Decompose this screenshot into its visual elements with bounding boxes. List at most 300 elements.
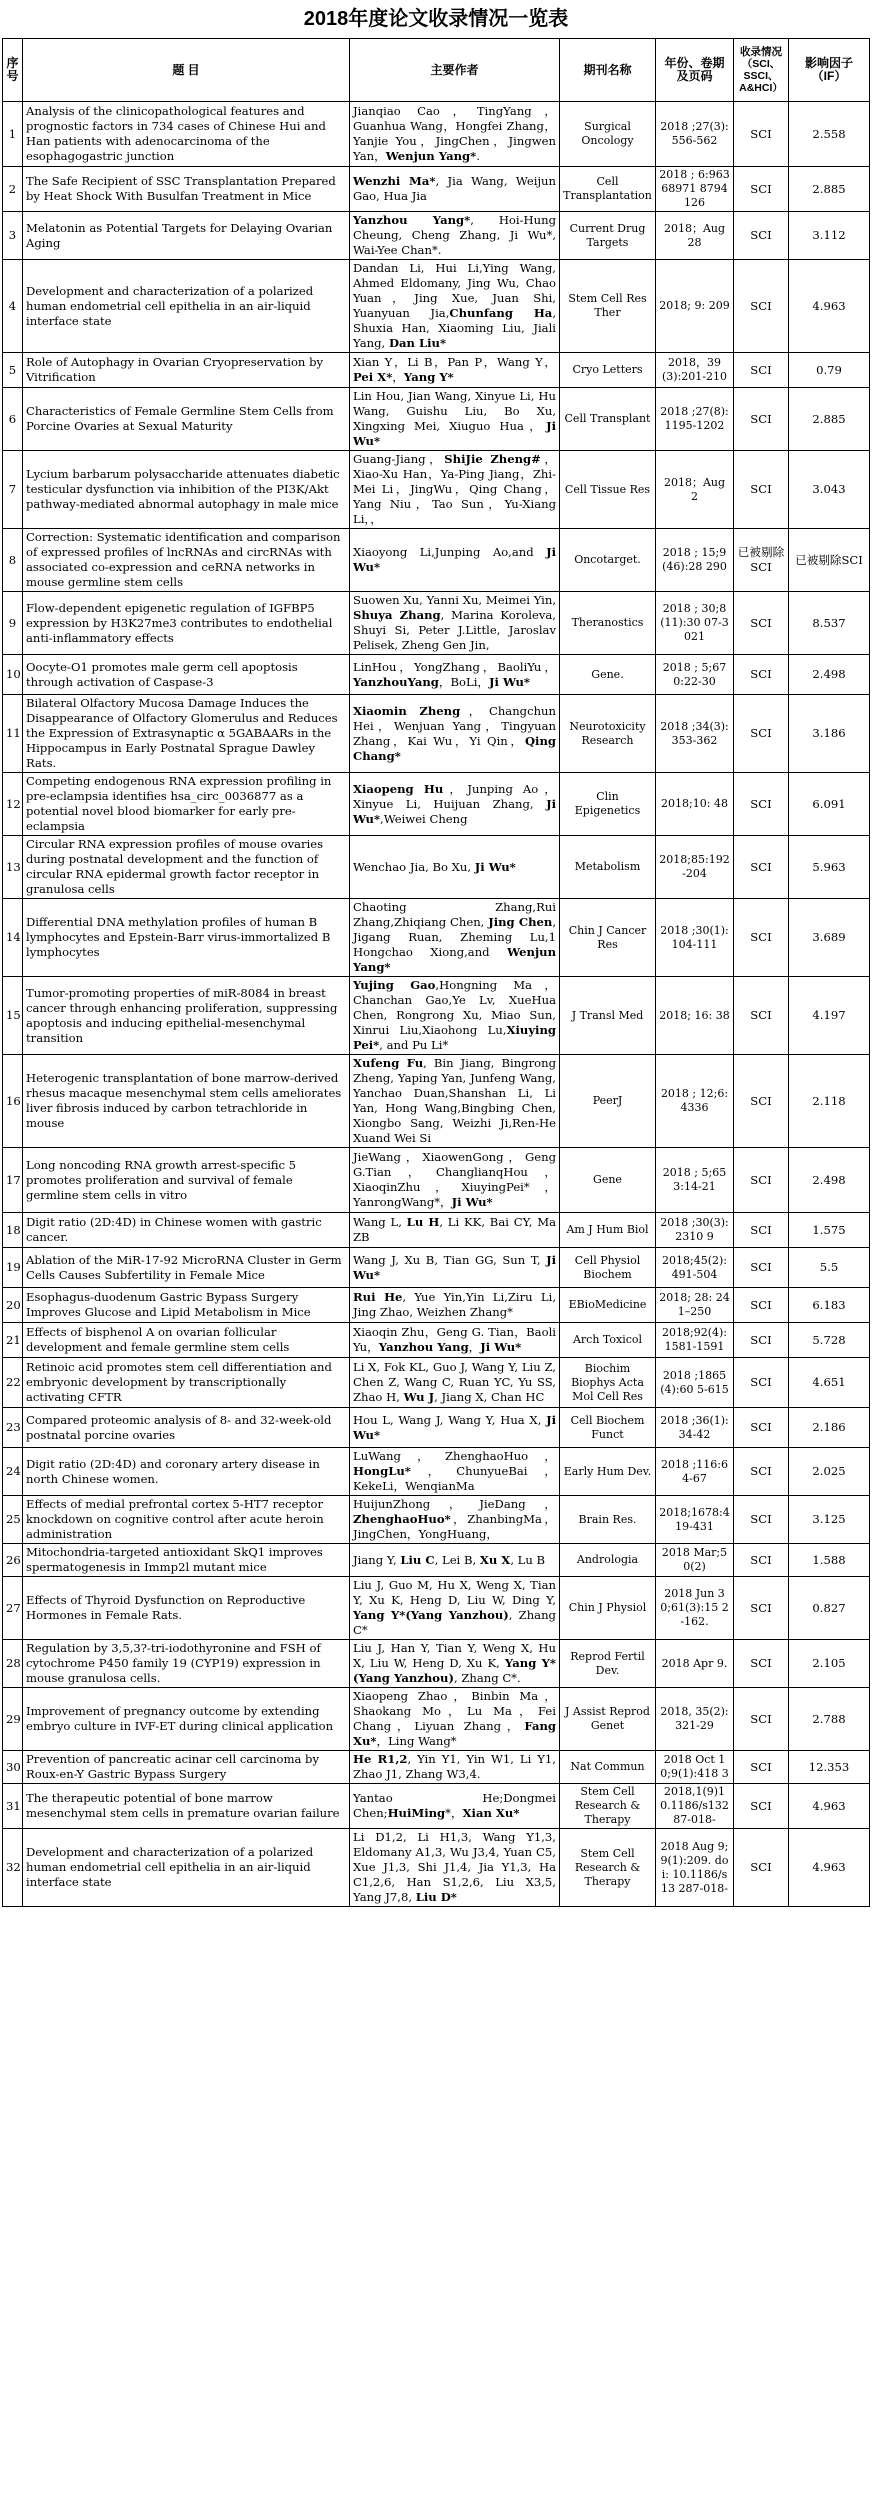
- table-row: [3, 388, 870, 451]
- cell-year: 2018 Mar;50(2): [656, 1544, 734, 1577]
- cell-no: 32: [3, 1829, 23, 1907]
- author-text: ，ZhanbingMa，JingChen，YongHuang，: [353, 1512, 556, 1541]
- cell-year: 2018 ;27(8):1195-1202: [656, 388, 734, 451]
- cell-year: 2018;92(4): 1581-1591: [656, 1323, 734, 1358]
- author-text: Xian Y，Li B，Pan P，Wang Y，: [353, 355, 556, 369]
- author-highlight: Liu D*: [415, 1890, 457, 1904]
- cell-year: 2018; 16: 38: [656, 977, 734, 1055]
- cell-authors: [350, 1055, 560, 1148]
- cell-journal: Andrologia: [560, 1544, 656, 1577]
- cell-if: 2.186: [789, 1408, 870, 1448]
- cell-if: 1.588: [789, 1544, 870, 1577]
- cell-index: SCI: [734, 260, 789, 353]
- table-body: [3, 102, 870, 1907]
- cell-journal: Arch Toxicol: [560, 1323, 656, 1358]
- cell-journal: Chin J Physiol: [560, 1577, 656, 1640]
- cell-no: 21: [3, 1323, 23, 1358]
- cell-if: 0.79: [789, 353, 870, 388]
- table-row: [3, 353, 870, 388]
- cell-year: 2018,1(9)1 0.1186/s132 87-018-: [656, 1784, 734, 1829]
- table-row: [3, 167, 870, 212]
- cell-year: 2018 ; 5;653:14-21: [656, 1148, 734, 1213]
- author-text: ,Weiwei Cheng: [380, 811, 468, 826]
- cell-title: Heterogenic transplantation of bone marrow-derived rhesus macaque mesenchymal stem cells ameliorates liver fibrosis induced by carbon tetrachloride in mouse: [23, 1055, 350, 1148]
- cell-year: 2018, 35(2):321-29: [656, 1688, 734, 1751]
- cell-authors: [350, 977, 560, 1055]
- cell-index: SCI: [734, 1784, 789, 1829]
- author-text: ，BoLi，: [438, 674, 490, 689]
- cell-journal: Stem Cell Res Ther: [560, 260, 656, 353]
- author-text: HuijunZhong，JieDang，: [353, 1497, 556, 1511]
- cell-title: Prevention of pancreatic acinar cell carcinoma by Roux-en-Y Gastric Bypass Surgery: [23, 1751, 350, 1784]
- author-highlight: Xiaopeng Hu: [353, 781, 444, 796]
- cell-index: 已被剔除SCI: [734, 529, 789, 592]
- author-text: *，: [445, 1806, 463, 1820]
- author-highlight: Wu J: [403, 1390, 435, 1404]
- header-title: 题 目: [23, 39, 350, 102]
- author-text: , Hoi-Hung Cheung, Cheng Zhang, Ji Wu*, Wai-Yee Chan*.: [353, 213, 556, 257]
- cell-if: 已被剔除SCI: [789, 529, 870, 592]
- cell-title: Regulation by 3,5,3?-tri-iodothyronine and FSH of cytochrome P450 family 19 (CYP19) expression in mouse granulosa cells.: [23, 1640, 350, 1688]
- cell-no: 5: [3, 353, 23, 388]
- author-highlight: YanzhouYang: [353, 674, 439, 689]
- cell-journal: Cell Biochem Funct: [560, 1408, 656, 1448]
- cell-no: 15: [3, 977, 23, 1055]
- cell-title: Bilateral Olfactory Mucosa Damage Induces the Disappearance of Olfactory Glomerulus and Reduces the Expression of Extrasynaptic α 5GABAARs in the Hippocampus in Early Postnatal Sprague Dawley Rats.: [23, 695, 350, 773]
- cell-authors: [350, 388, 560, 451]
- cell-title: Effects of medial prefrontal cortex 5-HT7 receptor knockdown on cognitive control after acute heroin administration: [23, 1496, 350, 1544]
- cell-title: Characteristics of Female Germline Stem Cells from Porcine Ovaries at Sexual Maturity: [23, 388, 350, 451]
- author-highlight: Xu X: [479, 1552, 511, 1567]
- author-text: Li D1,2, Li H1,3, Wang Y1,3, Eldomany A1,3, Wu J3,4, Yuan C5, Xue J1,3, Shi J1,4, Jia Y1,3, Ha C1,2,6, Han S1,2,6, Liu X3,5, Yang J7,8,: [353, 1830, 556, 1904]
- cell-if: 6.183: [789, 1288, 870, 1323]
- cell-title: Ablation of the MiR-17-92 MicroRNA Cluster in Germ Cells Causes Subfertility in Female Mice: [23, 1248, 350, 1288]
- author-highlight: Yang Y*(Yang Yanzhou): [353, 1608, 509, 1622]
- cell-title: Analysis of the clinicopathological features and prognostic factors in 734 cases of Chinese Hui and Han patients with adenocarcinoma of the esophagogastric junction: [23, 102, 350, 167]
- author-highlight: Qing Chang*: [353, 733, 556, 763]
- author-highlight: Xufeng Fu: [353, 1056, 424, 1070]
- author-highlight: ZhenghaoHuo*: [353, 1512, 451, 1526]
- author-highlight: Chunfang Ha: [449, 306, 553, 320]
- cell-authors: [350, 655, 560, 695]
- table-row: [3, 1784, 870, 1829]
- author-text: ，Junping Ao，Xinyue Li, Huijuan Zhang,: [353, 781, 557, 811]
- author-text: , and Pu Li*: [379, 1038, 449, 1052]
- cell-index: SCI: [734, 1577, 789, 1640]
- author-highlight: Wenzhi Ma*: [353, 174, 436, 188]
- papers-table: [2, 38, 870, 1907]
- author-highlight: Pei X*: [353, 370, 393, 384]
- cell-journal: Cell Transplant: [560, 388, 656, 451]
- author-text: Xiaopeng Zhao，Binbin Ma，Shaokang Mo，Lu Ma，Fei Chang，Liyuan Zhang，: [353, 1689, 556, 1733]
- author-text: , Shuxia Han, Xiaoming Liu, Jiali Yang,: [353, 306, 556, 350]
- cell-no: 24: [3, 1448, 23, 1496]
- table-row: [3, 836, 870, 899]
- cell-authors: [350, 1323, 560, 1358]
- table-row: [3, 1829, 870, 1907]
- cell-if: 4.963: [789, 260, 870, 353]
- cell-no: 10: [3, 655, 23, 695]
- author-text: ，: [468, 1340, 481, 1354]
- cell-authors: [350, 529, 560, 592]
- cell-title: Effects of bisphenol A on ovarian follicular development and female germline stem cells: [23, 1323, 350, 1358]
- author-text: Liu J, Guo M, Hu X, Weng X, Tian Y, Xu K, Heng D, Liu W, Ding Y,: [353, 1578, 556, 1607]
- table-row: [3, 1408, 870, 1448]
- cell-year: 2018; 28: 241–250: [656, 1288, 734, 1323]
- cell-index: SCI: [734, 388, 789, 451]
- cell-if: 0.827: [789, 1577, 870, 1640]
- cell-journal: Oncotarget.: [560, 529, 656, 592]
- cell-index: SCI: [734, 977, 789, 1055]
- cell-journal: Cell Physiol Biochem: [560, 1248, 656, 1288]
- cell-journal: Reprod Fertil Dev.: [560, 1640, 656, 1688]
- cell-authors: [350, 1148, 560, 1213]
- author-highlight: He R1,2: [353, 1752, 408, 1766]
- table-row: [3, 1688, 870, 1751]
- cell-journal: Neurotoxicity Research: [560, 695, 656, 773]
- author-highlight: Xian Xu*: [462, 1806, 520, 1820]
- cell-authors: [350, 1577, 560, 1640]
- header-year: 年份、卷期及页码: [656, 39, 734, 102]
- cell-journal: Nat Commun: [560, 1751, 656, 1784]
- author-highlight: Ji Wu*: [474, 859, 516, 874]
- cell-year: 2018 ;36(1):34-42: [656, 1408, 734, 1448]
- cell-year: 2018 ; 5;670:22-30: [656, 655, 734, 695]
- table-row: [3, 1213, 870, 1248]
- cell-year: 2018 ;34(3):353-362: [656, 695, 734, 773]
- cell-authors: [350, 695, 560, 773]
- author-highlight: HongLu*: [353, 1464, 411, 1478]
- table-row: [3, 1148, 870, 1213]
- cell-year: 2018 ;30(3):2310 9: [656, 1213, 734, 1248]
- author-highlight: ShiJie Zheng#: [444, 452, 541, 466]
- cell-title: Mitochondria-targeted antioxidant SkQ1 improves spermatogenesis in Immp2l mutant mice: [23, 1544, 350, 1577]
- table-row: [3, 1248, 870, 1288]
- cell-index: SCI: [734, 1496, 789, 1544]
- cell-no: 8: [3, 529, 23, 592]
- author-highlight: Ji Wu*: [353, 1412, 556, 1442]
- author-highlight: Wenjun Yang*: [353, 945, 556, 974]
- table-row: [3, 102, 870, 167]
- cell-title: Retinoic acid promotes stem cell differentiation and embryonic development by transcriptionally activating CFTR: [23, 1358, 350, 1408]
- author-text: , Bin Jiang, Bingrong Zheng, Yaping Yan, Junfeng Wang, Yanchao Duan,Shanshan Li, Li Yan, Hong Wang,Bingbing Chen, Xiongbo Sang, Weizhi Ji,Ren-He Xuand Wei Si: [353, 1056, 556, 1145]
- cell-journal: Stem Cell Research & Therapy: [560, 1784, 656, 1829]
- cell-index: SCI: [734, 102, 789, 167]
- cell-authors: [350, 1784, 560, 1829]
- table-row: [3, 1323, 870, 1358]
- cell-if: 3.112: [789, 212, 870, 260]
- author-text: Wang L,: [353, 1215, 407, 1229]
- cell-year: 2018 ;116:64-67: [656, 1448, 734, 1496]
- cell-title: Role of Autophagy in Ovarian Cryopreservation by Vitrification: [23, 353, 350, 388]
- author-text: , Li KK, Bai CY, Ma ZB: [353, 1215, 556, 1244]
- table-row: [3, 212, 870, 260]
- cell-authors: [350, 1829, 560, 1907]
- cell-title: Tumor-promoting properties of miR-8084 in breast cancer through enhancing proliferation, suppressing apoptosis and inducing epithelial-mesenchymal transition: [23, 977, 350, 1055]
- cell-no: 25: [3, 1496, 23, 1544]
- cell-journal: Am J Hum Biol: [560, 1213, 656, 1248]
- cell-if: 3.689: [789, 899, 870, 977]
- cell-no: 22: [3, 1358, 23, 1408]
- cell-no: 31: [3, 1784, 23, 1829]
- author-text: Suowen Xu, Yanni Xu, Meimei Yin,: [353, 593, 556, 607]
- cell-no: 14: [3, 899, 23, 977]
- cell-if: 3.125: [789, 1496, 870, 1544]
- cell-title: The therapeutic potential of bone marrow mesenchymal stem cells in premature ovarian failure: [23, 1784, 350, 1829]
- author-text: , Jia Wang, Weijun Gao, Hua Jia: [353, 174, 556, 203]
- cell-no: 16: [3, 1055, 23, 1148]
- cell-index: SCI: [734, 167, 789, 212]
- cell-authors: [350, 1358, 560, 1408]
- cell-year: 2018;85:192 -204: [656, 836, 734, 899]
- cell-if: 2.885: [789, 167, 870, 212]
- author-text: Dandan Li, Hui Li,Ying Wang, Ahmed Eldomany, Jing Wu, Chao Yuan，Jing Xue, Juan Shi, Yuanyuan Jia,: [353, 261, 556, 320]
- author-highlight: HuiMing: [387, 1806, 446, 1820]
- author-text: Wenchao Jia, Bo Xu,: [353, 859, 475, 874]
- author-text: , Lu B: [510, 1552, 546, 1567]
- cell-no: 23: [3, 1408, 23, 1448]
- author-text: LinHou，YongZhang，BaoliYu，: [353, 659, 556, 674]
- cell-authors: [350, 451, 560, 529]
- cell-year: 2018 ; 6:96368971 8794126: [656, 167, 734, 212]
- table-row: [3, 977, 870, 1055]
- cell-journal: Cell Tissue Res: [560, 451, 656, 529]
- cell-title: Long noncoding RNA growth arrest-specific 5 promotes proliferation and survival of female germline stem cells in vitro: [23, 1148, 350, 1213]
- cell-authors: [350, 1496, 560, 1544]
- author-highlight: Yang Y*(Yang Yanzhou): [353, 1656, 556, 1685]
- cell-index: SCI: [734, 695, 789, 773]
- cell-index: SCI: [734, 1408, 789, 1448]
- cell-journal: Metabolism: [560, 836, 656, 899]
- cell-no: 26: [3, 1544, 23, 1577]
- cell-authors: [350, 1544, 560, 1577]
- cell-index: SCI: [734, 1688, 789, 1751]
- cell-authors: [350, 1248, 560, 1288]
- author-highlight: Xiaomin Zheng: [353, 703, 461, 718]
- cell-if: 3.043: [789, 451, 870, 529]
- cell-if: 5.728: [789, 1323, 870, 1358]
- cell-title: Digit ratio (2D:4D) in Chinese women with gastric cancer.: [23, 1213, 350, 1248]
- author-text: ,Hongning Ma，Chanchan Gao,Ye Lv, XueHua Chen, Rongrong Xu, Miao Sun, Xinrui Liu,Xiaohong Lu,: [353, 978, 557, 1037]
- header-journal: 期刊名称: [560, 39, 656, 102]
- cell-no: 4: [3, 260, 23, 353]
- cell-no: 29: [3, 1688, 23, 1751]
- cell-journal: Cryo Letters: [560, 353, 656, 388]
- cell-title: Esophagus-duodenum Gastric Bypass Surgery Improves Glucose and Lipid Metabolism in Mice: [23, 1288, 350, 1323]
- author-text: Hou L, Wang J, Wang Y, Hua X,: [353, 1412, 547, 1427]
- author-highlight: Xiuying Pei*: [353, 1023, 556, 1052]
- cell-title: Circular RNA expression profiles of mouse ovaries during postnatal development and the function of circular RNA epidermal growth factor receptor in granulosa cells: [23, 836, 350, 899]
- author-text: Lin Hou, Jian Wang, Xinyue Li, Hu Wang, Guishu Liu, Bo Xu, Xingxing Mei, Xiuguo Hua，: [353, 389, 556, 433]
- cell-index: SCI: [734, 1829, 789, 1907]
- cell-no: 12: [3, 773, 23, 836]
- cell-no: 11: [3, 695, 23, 773]
- cell-index: SCI: [734, 1544, 789, 1577]
- cell-title: Development and characterization of a polarized human endometrial cell epithelia in an air-liquid interface state: [23, 1829, 350, 1907]
- cell-title: Improvement of pregnancy outcome by extending embryo culture in IVF-ET during clinical application: [23, 1688, 350, 1751]
- cell-year: 2018;1678:4 19-431: [656, 1496, 734, 1544]
- cell-no: 3: [3, 212, 23, 260]
- author-text: , Yin Y1, Yin W1, Li Y1, Zhao J1, Zhang W3,4.: [353, 1752, 556, 1781]
- cell-title: Differential DNA methylation profiles of human B lymphocytes and Epstein-Barr virus-immortalized B lymphocytes: [23, 899, 350, 977]
- author-highlight: Ji Wu*: [353, 796, 556, 826]
- header-row: [3, 39, 870, 102]
- author-text: JieWang，XiaowenGong，Geng G.Tian，ChanglianqHou，XiaoqinZhu，XiuyingPei*，YanrongWang*，: [353, 1150, 556, 1209]
- author-text: Xiaoyong Li,Junping Ao,and: [353, 545, 547, 559]
- cell-year: 2018 Aug 9;9(1):209. doi: 10.1186/s13 287-018-: [656, 1829, 734, 1907]
- author-text: Wang J, Xu B, Tian GG, Sun T,: [353, 1252, 547, 1267]
- cell-authors: [350, 836, 560, 899]
- cell-year: 2018 Oct 10;9(1):418 3: [656, 1751, 734, 1784]
- cell-journal: Clin Epigenetics: [560, 773, 656, 836]
- cell-index: SCI: [734, 1323, 789, 1358]
- author-text: Chaoting Zhang,Rui Zhang,Zhiqiang Chen,: [353, 900, 556, 929]
- author-highlight: Ji Wu*: [353, 419, 556, 448]
- author-highlight: Yanzhou Yang*: [353, 213, 471, 227]
- cell-authors: [350, 1408, 560, 1448]
- cell-year: 2018；Aug 28: [656, 212, 734, 260]
- cell-journal: Gene.: [560, 655, 656, 695]
- cell-no: 28: [3, 1640, 23, 1688]
- cell-journal: Cell Transplantation: [560, 167, 656, 212]
- author-highlight: Fang Xu*: [353, 1719, 556, 1748]
- cell-title: Compared proteomic analysis of 8- and 32-week-old postnatal porcine ovaries: [23, 1408, 350, 1448]
- table-row: [3, 1577, 870, 1640]
- table-row: [3, 1496, 870, 1544]
- cell-year: 2018;10: 48: [656, 773, 734, 836]
- cell-year: 2018，39(3):201-210: [656, 353, 734, 388]
- author-highlight: Dan Liu*: [388, 336, 447, 350]
- cell-journal: Theranostics: [560, 592, 656, 655]
- cell-no: 6: [3, 388, 23, 451]
- cell-year: 2018;45(2): 491-504: [656, 1248, 734, 1288]
- cell-if: 4.651: [789, 1358, 870, 1408]
- author-highlight: Liu C: [400, 1552, 435, 1567]
- cell-index: SCI: [734, 592, 789, 655]
- cell-index: SCI: [734, 655, 789, 695]
- author-text: LuWang，ZhenghaoHuo，: [353, 1449, 556, 1463]
- cell-year: 2018 Apr 9.: [656, 1640, 734, 1688]
- author-text: Jiang Y,: [353, 1552, 401, 1567]
- table-row: [3, 1448, 870, 1496]
- author-text: ，Ling Wang*: [376, 1734, 457, 1748]
- cell-journal: Surgical Oncology: [560, 102, 656, 167]
- cell-authors: [350, 212, 560, 260]
- cell-journal: EBioMedicine: [560, 1288, 656, 1323]
- cell-title: Flow-dependent epigenetic regulation of IGFBP5 expression by H3K27me3 contributes to endothelial anti-inflammatory effects: [23, 592, 350, 655]
- cell-title: Lycium barbarum polysaccharide attenuates diabetic testicular dysfunction via inhibition of the PI3K/Akt pathway-mediated abnormal autophagy in male mice: [23, 451, 350, 529]
- cell-title: Melatonin as Potential Targets for Delaying Ovarian Aging: [23, 212, 350, 260]
- cell-authors: [350, 1640, 560, 1688]
- cell-if: 2.118: [789, 1055, 870, 1148]
- author-text: , Zhang C*: [353, 1608, 556, 1637]
- cell-journal: Stem Cell Research & Therapy: [560, 1829, 656, 1907]
- page-title: 2018年度论文收录情况一览表: [303, 8, 569, 30]
- cell-index: SCI: [734, 1640, 789, 1688]
- cell-index: SCI: [734, 1358, 789, 1408]
- author-highlight: Wenjun Yang*: [385, 149, 477, 163]
- cell-authors: [350, 899, 560, 977]
- author-highlight: Yang Y*: [403, 370, 454, 384]
- cell-index: SCI: [734, 1055, 789, 1148]
- author-text: .: [476, 149, 480, 163]
- table-row: [3, 1544, 870, 1577]
- cell-journal: Early Hum Dev.: [560, 1448, 656, 1496]
- cell-year: 2018 ; 15;9(46):28 290: [656, 529, 734, 592]
- cell-index: SCI: [734, 773, 789, 836]
- table-row: [3, 1358, 870, 1408]
- cell-if: 8.537: [789, 592, 870, 655]
- cell-year: 2018；Aug 2: [656, 451, 734, 529]
- cell-authors: [350, 1288, 560, 1323]
- cell-no: 27: [3, 1577, 23, 1640]
- table-row: [3, 1751, 870, 1784]
- cell-authors: [350, 1448, 560, 1496]
- author-highlight: Yujing Gao: [353, 978, 436, 992]
- cell-year: 2018 ; 12;6:4336: [656, 1055, 734, 1148]
- author-text: Xiaoqin Zhu，Geng G. Tian，Baoli Yu，: [353, 1325, 556, 1354]
- author-text: , Jigang Ruan, Zheming Lu,1 Hongchao Xiong,and: [353, 915, 556, 959]
- cell-no: 20: [3, 1288, 23, 1323]
- cell-if: 4.197: [789, 977, 870, 1055]
- author-text: , Jiang X, Chan HC: [434, 1390, 545, 1404]
- author-text: Guang-Jiang，: [353, 452, 445, 466]
- author-text: , Lei B,: [434, 1552, 480, 1567]
- cell-index: SCI: [734, 212, 789, 260]
- cell-authors: [350, 1688, 560, 1751]
- author-highlight: Ji Wu*: [480, 1340, 522, 1354]
- cell-year: 2018 ;1865(4):60 5-615: [656, 1358, 734, 1408]
- cell-year: 2018 ;30(1):104-111: [656, 899, 734, 977]
- cell-title: Correction: Systematic identification and comparison of expressed profiles of lncRNAs and circRNAs with associated co-expression and ceRNA networks in mouse germline stem cells: [23, 529, 350, 592]
- author-highlight: Ji Wu*: [353, 1252, 556, 1282]
- cell-title: The Safe Recipient of SSC Transplantation Prepared by Heat Shock With Busulfan Treatment in Mice: [23, 167, 350, 212]
- author-text: , Yue Yin,Yin Li,Ziru Li, Jing Zhao, Weizhen Zhang*: [353, 1290, 557, 1319]
- cell-index: SCI: [734, 1213, 789, 1248]
- author-highlight: Ji Wu*: [489, 674, 530, 689]
- cell-if: 2.558: [789, 102, 870, 167]
- author-highlight: Jing Chen: [488, 915, 553, 929]
- table-row: [3, 260, 870, 353]
- author-highlight: Ji Wu*: [353, 545, 556, 574]
- cell-journal: J Assist Reprod Genet: [560, 1688, 656, 1751]
- table-row: [3, 695, 870, 773]
- cell-title: Development and characterization of a polarized human endometrial cell epithelia in an air-liquid interface state: [23, 260, 350, 353]
- author-highlight: Rui He: [353, 1290, 403, 1304]
- header-authors: 主要作者: [350, 39, 560, 102]
- cell-if: 12.353: [789, 1751, 870, 1784]
- cell-journal: J Transl Med: [560, 977, 656, 1055]
- table-row: [3, 773, 870, 836]
- cell-index: SCI: [734, 1288, 789, 1323]
- cell-journal: Brain Res.: [560, 1496, 656, 1544]
- table-row: [3, 1288, 870, 1323]
- header-no: 序号: [3, 39, 23, 102]
- cell-authors: [350, 353, 560, 388]
- author-text: , Zhang C*.: [453, 1671, 521, 1685]
- cell-no: 13: [3, 836, 23, 899]
- author-text: Jianqiao Cao，TingYang，Guanhua Wang，Hongfei Zhang，Yanjie You，JingChen，Jingwen Yan，: [353, 104, 556, 163]
- cell-if: 2.498: [789, 1148, 870, 1213]
- author-text: ，ChunyueBai，KekeLi，WenqianMa: [353, 1464, 556, 1493]
- cell-year: 2018 Jun 30;61(3):15 2-162.: [656, 1577, 734, 1640]
- cell-no: 7: [3, 451, 23, 529]
- cell-index: SCI: [734, 353, 789, 388]
- cell-if: 1.575: [789, 1213, 870, 1248]
- cell-if: 3.186: [789, 695, 870, 773]
- cell-no: 30: [3, 1751, 23, 1784]
- cell-if: 6.091: [789, 773, 870, 836]
